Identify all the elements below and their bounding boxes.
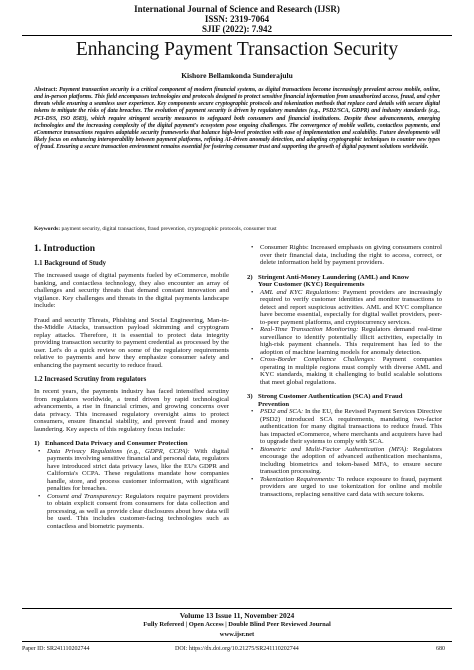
subsection-heading-scrutiny: 1.2 Increased Scrutiny from regulators (34, 376, 147, 383)
bullet-item: • Real-Time Transaction Monitoring: Regulators demand real-time surveillance to identify potentially illicit activities, especially in high-risk payment channels. This requirement has led to the adoption of machine learning models for anomaly detection. (247, 326, 442, 356)
bullet-item: • Tokenization Requirements: To reduce exposure to fraud, payment providers are urged to use tokenization for online and mobile transactions, replacing sensitive card data with secure tokens. (247, 476, 442, 499)
keywords-text: payment security, digital transactions, fraud prevention, cryptographic protocols, consumer trust (61, 226, 277, 232)
footer-refereed: Fully Refereed | Open Access | Double Blind Peer Reviewed Journal (143, 621, 331, 628)
paragraph-scrutiny: In recent years, the payments industry has faced intensified scrutiny from regulators worldwide, a trend driven by rapid technological advancements, a rise in financial crimes, and growing concerns over data privacy. This increased regulatory oversight aims to protect consumers, ensure financial stability, and prevent fraud and money laundering. Key aspects of this regulatory focus include: (34, 388, 229, 433)
abstract-label: Abstract: (34, 87, 58, 93)
footer-url[interactable]: www.ijsr.net (219, 631, 255, 638)
abstract (34, 87, 440, 151)
bullet-item: • Consent and Transparency: Regulators require payment providers to obtain explicit consent from consumers for data collection and processing, as well as provide clear disclosures about how data will be used. This includes customer-facing technologies such as contactless and biometric payments. (34, 493, 229, 531)
subsection-heading-background: 1.1 Background of Study (34, 260, 107, 267)
abstract-text: Payment transaction security is a critical component of modern financial systems, as digital transactions become increasingly prevalent across mobile, online, and in-person platforms. This field encompasses technologies and protocols designed to protect sensitive financial information from unauthorized access, fraud, and cyber threats while ensuring a seamless user experience. Key components secure cryptographic protocols and tokenization methods that replace card details with secure digital tokens to mitigate the risks of data breaches. The evolution of payment security is driven by regulatory mandates (e.g., PSD2/SCA, GDPR) and industry standards (e.g., PCI-DSS, ISO 8583), which require stringent security measures to safeguard both consumers and financial institutions. Despite these advancements, emerging technologies and the increasing complexity of the digital payment's ecosystem pose ongoing challenges. The convergence of mobile wallets, contactless payments, and eCommerce transactions requires adaptable security frameworks that balance high-level protection with ease of implementation and scalability. Future developments will likely focus on enhancing interoperability between payment platforms, refining AI-driven anomaly detection, and adapting cryptographic techniques to counter new types of fraud. Ensuring a secure transaction environment remains essential for fostering consumer trust and supporting the growth of digital payment solutions worldwide. (34, 87, 440, 151)
list-heading-privacy: 1) Enhanced Data Privacy and Consumer Protection (34, 440, 188, 447)
list-heading-sca: 3) Strong Customer Authentication (SCA) and Fraud (247, 393, 403, 400)
footer-volume: Volume 13 Issue 11, November 2024 (179, 611, 295, 620)
keywords-label: Keywords: (34, 226, 61, 232)
list-heading-aml: 2) Stringent Anti-Money Laundering (AML) and Know (247, 273, 410, 281)
journal-name: International Journal of Science and Research (IJSR) (134, 4, 340, 14)
issn: ISSN: 2319-7064 (204, 14, 270, 24)
sjif: SJIF (2022): 7.942 (202, 24, 272, 34)
author-name: Kishore Bellamkonda Sunderajulu (181, 71, 293, 80)
list-heading-sca-cont: Prevention (258, 400, 290, 408)
list-heading-aml-cont: Your Customer (KYC) Requirements (258, 281, 365, 288)
bullet-list-consumer-rights (247, 244, 442, 267)
right-column (247, 244, 442, 498)
doi-link[interactable]: DOI: https://dx.doi.org/10.21275/SR241110202744 (175, 646, 299, 652)
keywords (34, 226, 440, 233)
bullet-item: • Cross-Border Compliance Challenges: Payment companies operating in multiple regions must comply with diverse AML and KYC standards, making it challenging to build scalable solutions that meet global regulations. (247, 356, 442, 386)
footer-rule-bottom (22, 641, 452, 642)
bullet-item: • AML and KYC Regulations: Payment providers are increasingly required to verify customer identities and monitor transactions to detect and report suspicious activities. AML and KYC compliance have become essential, especially for digital wallet providers, peer-to-peer payment platforms, and cryptocurrency services. (247, 289, 442, 327)
bullet-item: • Consumer Rights: Increased emphasis on giving consumers control over their financial data, including the right to access, correct, or delete information held by payment providers. (247, 244, 442, 267)
bullet-item: • PSD2 and SCA: In the EU, the Revised Payment Services Directive (PSD2) introduced SCA requirements, mandating two-factor authentication for many digital transactions to reduce fraud. This has impacted eCommerce, where merchants and acquirers have had to upgrade their systems to comply with SCA. (247, 408, 442, 446)
paper-title: Enhancing Payment Transaction Security (75, 39, 399, 60)
footer-rule (22, 608, 452, 609)
bullet-item: • Data Privacy Regulations (e.g., GDPR, CCPA): With digital payments involving sensitive financial and personal data, regulators have introduced strict data privacy laws, like the EU's GDPR and California's CCPA. These regulations mandate how companies handle, store, and process customer information, with significant penalties for breaches. (34, 448, 229, 493)
bullet-item: • Biometric and Multi-Factor Authentication (MFA): Regulators encourage the adoption of advanced authentication mechanisms, including biometrics and token-based MFA, to ensure secure transaction processing. (247, 446, 442, 476)
bullet-list-sca (247, 408, 442, 498)
section-heading-introduction: 1. Introduction (34, 244, 96, 254)
page-number: 680 (436, 646, 445, 652)
bullet-list-privacy (34, 448, 229, 531)
paper-id: Paper ID: SR241110202744 (22, 646, 90, 652)
left-column (34, 244, 229, 530)
bullet-list-aml (247, 289, 442, 387)
paragraph-background: The increased usage of digital payments fueled by eCommerce, mobile banking, and contactless technology, they also encounter an array of challenges and security threats that demand constant innovation and vigilance. Key challenges and threats in the digital payments landscape include: (34, 272, 229, 309)
header-rule (22, 35, 452, 36)
paragraph-threats: Fraud and security Threats, Phishing and Social Engineering, Man-in-the-Middle Attacks, transaction payload skimming and cryptogram replay attacks. Therefore, it is essential to protect data integrity providing transaction security to payment credential as processed by the user. Let's do a quick review on some of the regulatory requirements relative to payments and how they emphasize consumer safety and enhancing the payment security to reduce fraud. (34, 316, 229, 369)
